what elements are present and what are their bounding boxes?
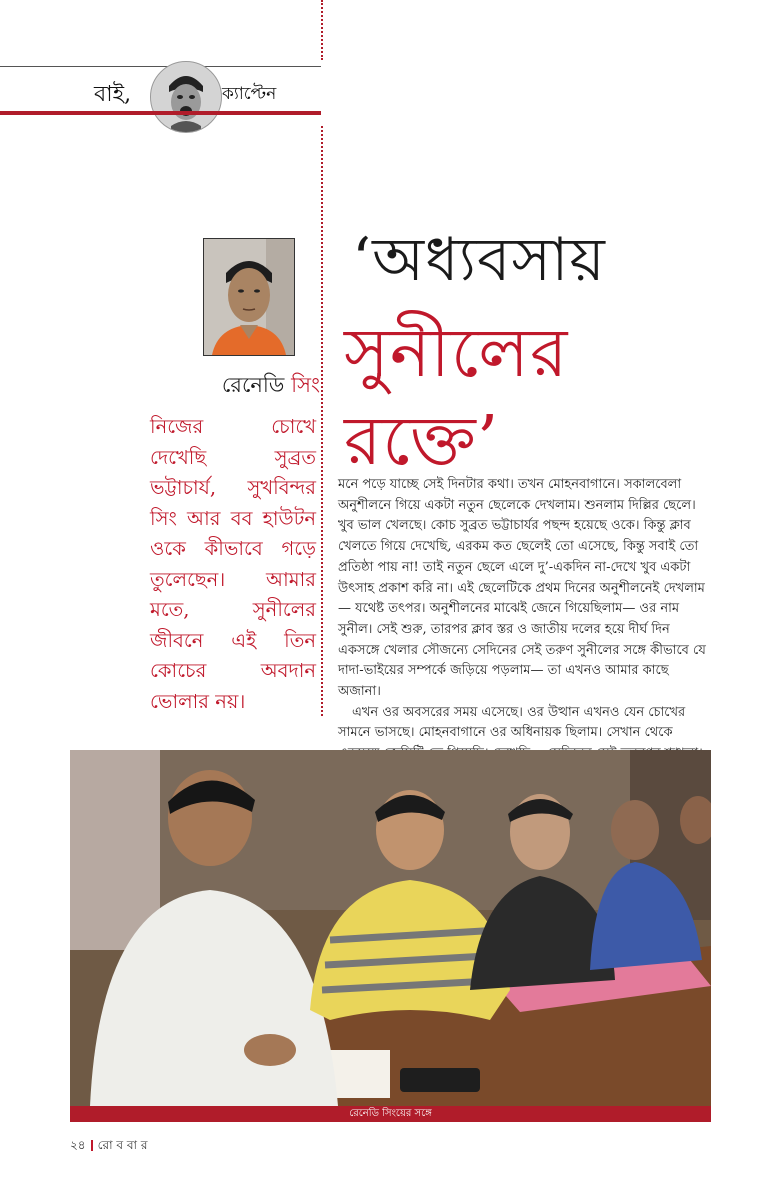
column-header: [0, 66, 321, 115]
author-last-name: সিং: [291, 373, 320, 397]
pull-quote: নিজের চোখে দেখেছি সুব্রত ভট্টাচার্য, সুখবিন্দর সিং আর বব হাউটন ওকে কীভাবে গড়ে তুলেছেন। আমার মতে, সুনীলের জীবনে এই তিন কোচের অবদান ভোলার নয়।: [150, 415, 316, 713]
caricature-icon: [150, 61, 222, 133]
author-name: [200, 369, 320, 404]
page-footer: [70, 1137, 147, 1157]
headline-line-1: ‘অধ্যবসায়: [352, 225, 606, 295]
photo-caption: রেনেডি সিংয়ের সঙ্গে: [70, 1106, 711, 1122]
body-paragraph: এখন ওর অবসরের সময় এসেছে। ওর উত্থান এখনও যেন চোখের সামনে ভাসছে। মোহনবাগানে ওর অধিনায়ক ছিলাম। সেখান থেকে: [338, 704, 686, 741]
headline-line-2: সুনীলের: [344, 314, 569, 393]
headline-line-3: রক্তে’: [344, 402, 500, 481]
column-divider-top: [321, 0, 323, 60]
feature-photo: [70, 750, 711, 1106]
column-header-left-word: বাই,: [94, 82, 132, 107]
header-rule: [0, 111, 321, 115]
footer-separator: [91, 1140, 93, 1151]
column-header-right-word: ক্যাপ্টেন: [222, 84, 277, 104]
article-body: [338, 475, 710, 765]
author-first-name: রেনেডি: [221, 373, 285, 397]
page-number: ২৪: [70, 1138, 86, 1152]
magazine-name: রো ব বা র: [97, 1138, 148, 1152]
body-paragraph: মনে পড়ে যাচ্ছে সেই দিনটার কথা। তখন মোহনবাগানে। সকালবেলা অনুশীলনে গিয়ে একটা নতুন ছেলেকে দেখলাম। শুনলাম দিল্লির ছেলে। খুব ভাল খেলছে। কোচ সুব্রত ভট্টাচার্যর পছন্দ হয়েছে ওকে। কিন্তু ক্লাব খেলতে গিয়ে দেখেছি, এরকম কত ছেলেই তো এসেছে, কিন্তু সবাই তো প্রতিষ্ঠা পায় না! তাই নতুন ছেলে এলে দু’-একদিন না-দেখে খুব একটা উৎসাহ প্রকাশ করি না। এই ছেলেটিকে প্রথম দিনের অনুশীলনেই দেখলাম— যথেষ্ট তৎপর। অনুশীলনের মাঝেই জেনে গিয়েছিলাম— ওর নাম সুনীল। সেই শুরু, তারপর ক্লাব স্তর ও জাতীয় দলের হয়ে দীর্ঘ দিন একসঙ্গে খেলার সৌজন্যে সেদিনের সেই তরুণ সুনীলের সঙ্গে কীভাবে যে দাদা-ভাইয়ের সম্পর্কে জড়িয়ে পড়লাম— তা এখনও আমার কাছে অজানা।: [338, 477, 706, 700]
column-divider: [321, 126, 323, 716]
author-portrait: [203, 238, 295, 356]
